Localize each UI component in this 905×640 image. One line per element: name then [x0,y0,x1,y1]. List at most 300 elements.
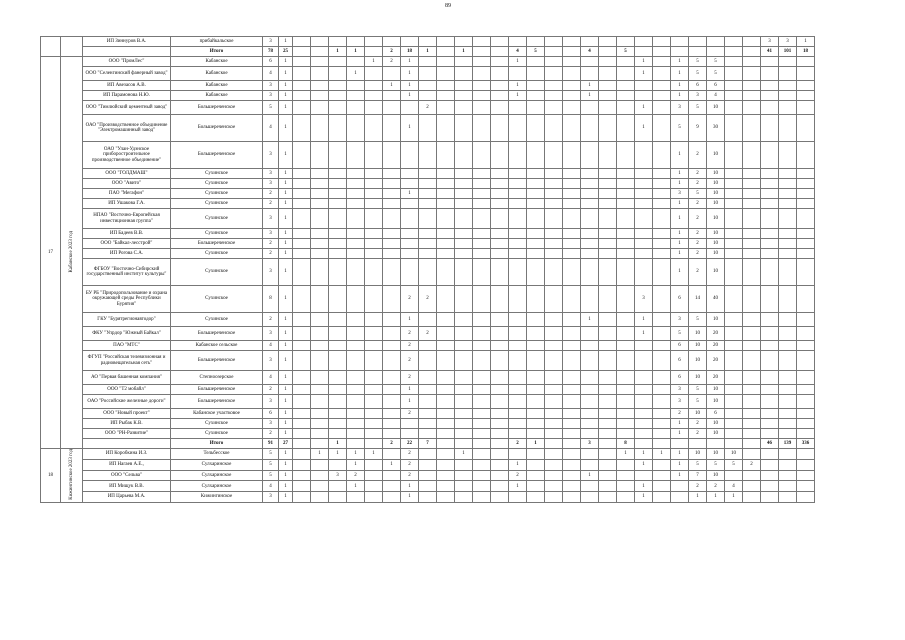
value-cell: 18 [797,47,815,57]
value-cell: 1 [279,327,293,341]
value-cell [635,429,653,439]
organization-cell: ИП Коробкина И.З. [83,449,171,460]
organization-cell: ОАО "Российские железные дороги" [83,395,171,409]
value-cell [743,419,761,429]
value-cell: 10 [689,341,707,351]
value-cell: 2 [689,209,707,229]
value-cell [797,91,815,101]
section-number [41,37,61,57]
value-cell [779,429,797,439]
value-cell [329,385,347,395]
value-cell [653,409,671,419]
value-cell [653,229,671,239]
value-cell [635,395,653,409]
value-cell: 5 [689,101,707,115]
value-cell [401,249,419,259]
value-cell [329,249,347,259]
value-cell [527,409,545,419]
section-period-label: Кабанское 2023 год [68,230,74,273]
value-cell [437,81,455,91]
value-cell [491,189,509,199]
value-cell: 3 [263,419,279,429]
organization-cell: АО "Первая башенная компания" [83,371,171,385]
value-cell [311,115,329,142]
value-cell [545,179,563,189]
value-cell [635,351,653,371]
value-cell [311,327,329,341]
value-cell [581,481,599,492]
value-cell [617,429,635,439]
value-cell [347,259,365,286]
value-cell [725,429,743,439]
value-cell [491,239,509,249]
value-cell [725,327,743,341]
value-cell: 1 [279,91,293,101]
value-cell [653,239,671,249]
value-cell [347,371,365,385]
value-cell [527,371,545,385]
value-cell: 1 [635,449,653,460]
value-cell: 5 [689,313,707,327]
value-cell [725,351,743,371]
value-cell [599,481,617,492]
value-cell [473,81,491,91]
value-cell [347,57,365,67]
value-cell [473,313,491,327]
value-cell [347,169,365,179]
value-cell [473,470,491,481]
value-cell: 5 [689,459,707,470]
value-cell [293,67,311,81]
value-cell [473,341,491,351]
value-cell [635,341,653,351]
value-cell [599,409,617,419]
value-cell [347,142,365,169]
value-cell: 1 [671,249,689,259]
value-cell: 5 [263,459,279,470]
table-row [41,67,864,81]
value-cell [347,81,365,91]
value-cell: 1 [279,313,293,327]
value-cell [293,439,311,449]
value-cell [545,229,563,239]
value-cell: 2 [689,429,707,439]
value-cell: 1 [401,91,419,101]
value-cell [491,179,509,189]
value-cell [797,189,815,199]
value-cell [293,259,311,286]
value-cell [779,81,797,91]
value-cell [455,101,473,115]
value-cell [509,115,527,142]
value-cell [761,429,779,439]
value-cell [779,115,797,142]
organization-cell: НПАО "Восточно-Европейская инвестиционная группа" [83,209,171,229]
value-cell: 1 [635,481,653,492]
value-cell [617,67,635,81]
value-cell [689,439,707,449]
value-cell [725,91,743,101]
table-row [41,57,864,67]
value-cell [473,47,491,57]
value-cell [419,419,437,429]
value-cell [797,209,815,229]
value-cell [563,229,581,239]
value-cell [635,91,653,101]
value-cell [617,351,635,371]
value-cell [581,327,599,341]
value-cell [329,189,347,199]
value-cell [599,115,617,142]
value-cell [383,409,401,419]
value-cell: 10 [707,189,725,199]
value-cell [581,286,599,313]
value-cell: 1 [707,492,725,503]
section-period [61,37,83,57]
value-cell [311,409,329,419]
value-cell [797,101,815,115]
district-cell: Большереченское [171,239,263,249]
value-cell [437,37,455,47]
value-cell [437,189,455,199]
organization-cell: ООО "Авито" [83,179,171,189]
value-cell [797,351,815,371]
value-cell [761,395,779,409]
value-cell: 5 [689,385,707,395]
value-cell [725,286,743,313]
value-cell [743,259,761,286]
value-cell [401,259,419,286]
value-cell [617,199,635,209]
value-cell [311,67,329,81]
value-cell [761,179,779,189]
value-cell [617,481,635,492]
organization-cell: ООО "ПромЛес" [83,57,171,67]
value-cell [779,481,797,492]
value-cell [797,229,815,239]
value-cell [653,286,671,313]
value-cell [599,57,617,67]
total-row [41,439,864,449]
value-cell [653,57,671,67]
value-cell: 6 [263,409,279,419]
value-cell: 10 [689,351,707,371]
value-cell [779,229,797,239]
value-cell [509,37,527,47]
value-cell [419,351,437,371]
value-cell: 1 [347,67,365,81]
value-cell [365,91,383,101]
value-cell [419,91,437,101]
value-cell [743,385,761,395]
value-cell [743,179,761,189]
value-cell [707,47,725,57]
value-cell [491,395,509,409]
value-cell [383,142,401,169]
value-cell [725,409,743,419]
value-cell [437,229,455,239]
value-cell [527,142,545,169]
value-cell [455,481,473,492]
value-cell [527,81,545,91]
value-cell [329,409,347,419]
value-cell: 10 [707,470,725,481]
value-cell [329,395,347,409]
value-cell [347,37,365,47]
value-cell [401,239,419,249]
value-cell [311,239,329,249]
value-cell: 5 [689,395,707,409]
value-cell [779,385,797,395]
value-cell: 1 [279,492,293,503]
value-cell: 78 [263,47,279,57]
value-cell [581,169,599,179]
value-cell [329,37,347,47]
organization-cell: ОАО "Производственное объединение "Электромашинный завод" [83,115,171,142]
value-cell [653,259,671,286]
value-cell: 2 [419,327,437,341]
value-cell [311,142,329,169]
value-cell [383,209,401,229]
value-cell [617,81,635,91]
value-cell [563,449,581,460]
value-cell [599,419,617,429]
value-cell: 1 [797,37,815,47]
value-cell [293,341,311,351]
organization-cell: ФГБОУ "Восточно-Сибирский государственный институт культуры" [83,259,171,286]
value-cell [671,47,689,57]
value-cell [653,101,671,115]
value-cell [347,341,365,351]
value-cell [491,142,509,169]
value-cell: 1 [671,209,689,229]
value-cell [293,419,311,429]
value-cell [311,470,329,481]
value-cell [797,481,815,492]
value-cell: 1 [311,449,329,460]
value-cell [527,91,545,101]
value-cell [383,341,401,351]
table-row [41,470,864,481]
district-cell: Сухинское [171,249,263,259]
value-cell: 1 [401,313,419,327]
value-cell [599,189,617,199]
district-cell: прибайкальское [171,37,263,47]
value-cell [365,115,383,142]
value-cell [491,249,509,259]
value-cell [545,259,563,286]
value-cell: 1 [635,313,653,327]
value-cell: 7 [419,439,437,449]
value-cell: 1 [279,199,293,209]
value-cell [437,481,455,492]
value-cell [455,142,473,169]
value-cell [311,81,329,91]
value-cell: 10 [707,142,725,169]
value-cell [797,449,815,460]
value-cell: 3 [263,209,279,229]
value-cell [293,449,311,460]
value-cell [455,313,473,327]
value-cell [743,341,761,351]
value-cell: 3 [263,327,279,341]
district-cell: Сухинское [171,199,263,209]
value-cell [329,239,347,249]
organization-cell: ООО "РН-Развитие" [83,429,171,439]
value-cell [293,101,311,115]
value-cell [545,395,563,409]
value-cell: 5 [689,189,707,199]
table-row [41,169,864,179]
value-cell [581,371,599,385]
value-cell [563,189,581,199]
value-cell: 8 [263,286,279,313]
value-cell [437,313,455,327]
value-cell [293,409,311,419]
value-cell [743,142,761,169]
value-cell [437,259,455,286]
value-cell [473,492,491,503]
value-cell [599,209,617,229]
value-cell: 10 [707,313,725,327]
value-cell [455,439,473,449]
value-cell: 2 [401,327,419,341]
value-cell [437,409,455,419]
value-cell [725,81,743,91]
value-cell [779,341,797,351]
value-cell [743,492,761,503]
value-cell [545,439,563,449]
value-cell: 10 [707,449,725,460]
table-row [41,429,864,439]
organization-cell [83,439,171,449]
value-cell [473,199,491,209]
value-cell [365,395,383,409]
value-cell [347,395,365,409]
value-cell: 1 [671,419,689,429]
value-cell: 2 [689,169,707,179]
district-cell: Сухинское [171,419,263,429]
value-cell [311,199,329,209]
value-cell [509,259,527,286]
value-cell: 2 [671,409,689,419]
value-cell [473,101,491,115]
value-cell [473,249,491,259]
value-cell: 3 [671,101,689,115]
page-number: 89 [445,3,451,9]
value-cell: 2 [707,481,725,492]
value-cell [437,459,455,470]
value-cell: 1 [279,259,293,286]
value-cell [527,341,545,351]
value-cell [383,371,401,385]
value-cell: 5 [707,459,725,470]
value-cell [455,419,473,429]
value-cell: 1 [671,459,689,470]
value-cell: 5 [707,57,725,67]
value-cell [779,409,797,419]
value-cell [311,385,329,395]
value-cell [365,419,383,429]
value-cell [527,429,545,439]
value-cell [563,115,581,142]
value-cell [653,459,671,470]
value-cell [293,395,311,409]
value-cell [365,239,383,249]
value-cell [761,470,779,481]
value-cell [581,492,599,503]
value-cell [581,57,599,67]
value-cell [455,259,473,286]
value-cell [653,419,671,429]
value-cell [473,327,491,341]
value-cell [311,492,329,503]
value-cell [473,229,491,239]
value-cell [419,199,437,209]
value-cell [365,37,383,47]
value-cell: 1 [383,459,401,470]
value-cell: 2 [689,239,707,249]
value-cell [617,37,635,47]
value-cell [725,115,743,142]
value-cell [383,351,401,371]
value-cell [455,239,473,249]
value-cell [689,47,707,57]
value-cell: 1 [401,81,419,91]
value-cell [365,313,383,327]
value-cell [779,67,797,81]
value-cell [419,409,437,419]
value-cell: 2 [263,429,279,439]
value-cell: 30 [707,115,725,142]
table-row [41,286,864,313]
value-cell [653,209,671,229]
value-cell [329,371,347,385]
value-cell [455,179,473,189]
value-cell: 1 [509,81,527,91]
value-cell [653,189,671,199]
value-cell [743,91,761,101]
value-cell [455,189,473,199]
organization-cell: ООО "Селенгинский фанерный завод" [83,67,171,81]
value-cell [311,169,329,179]
value-cell [653,179,671,189]
value-cell [635,470,653,481]
value-cell [617,409,635,419]
value-cell: 10 [707,419,725,429]
value-cell: 1 [509,459,527,470]
value-cell [293,189,311,199]
value-cell: 4 [263,67,279,81]
value-cell [347,199,365,209]
value-cell [581,37,599,47]
value-cell [311,57,329,67]
value-cell [635,47,653,57]
value-cell [491,439,509,449]
value-cell [761,409,779,419]
district-cell: Кабанское сельское [171,341,263,351]
value-cell [797,327,815,341]
value-cell: 1 [635,492,653,503]
value-cell [563,67,581,81]
value-cell [545,115,563,142]
value-cell [347,313,365,327]
value-cell [365,286,383,313]
value-cell: 2 [743,459,761,470]
section-period [61,57,83,449]
value-cell [293,371,311,385]
value-cell: 1 [401,481,419,492]
